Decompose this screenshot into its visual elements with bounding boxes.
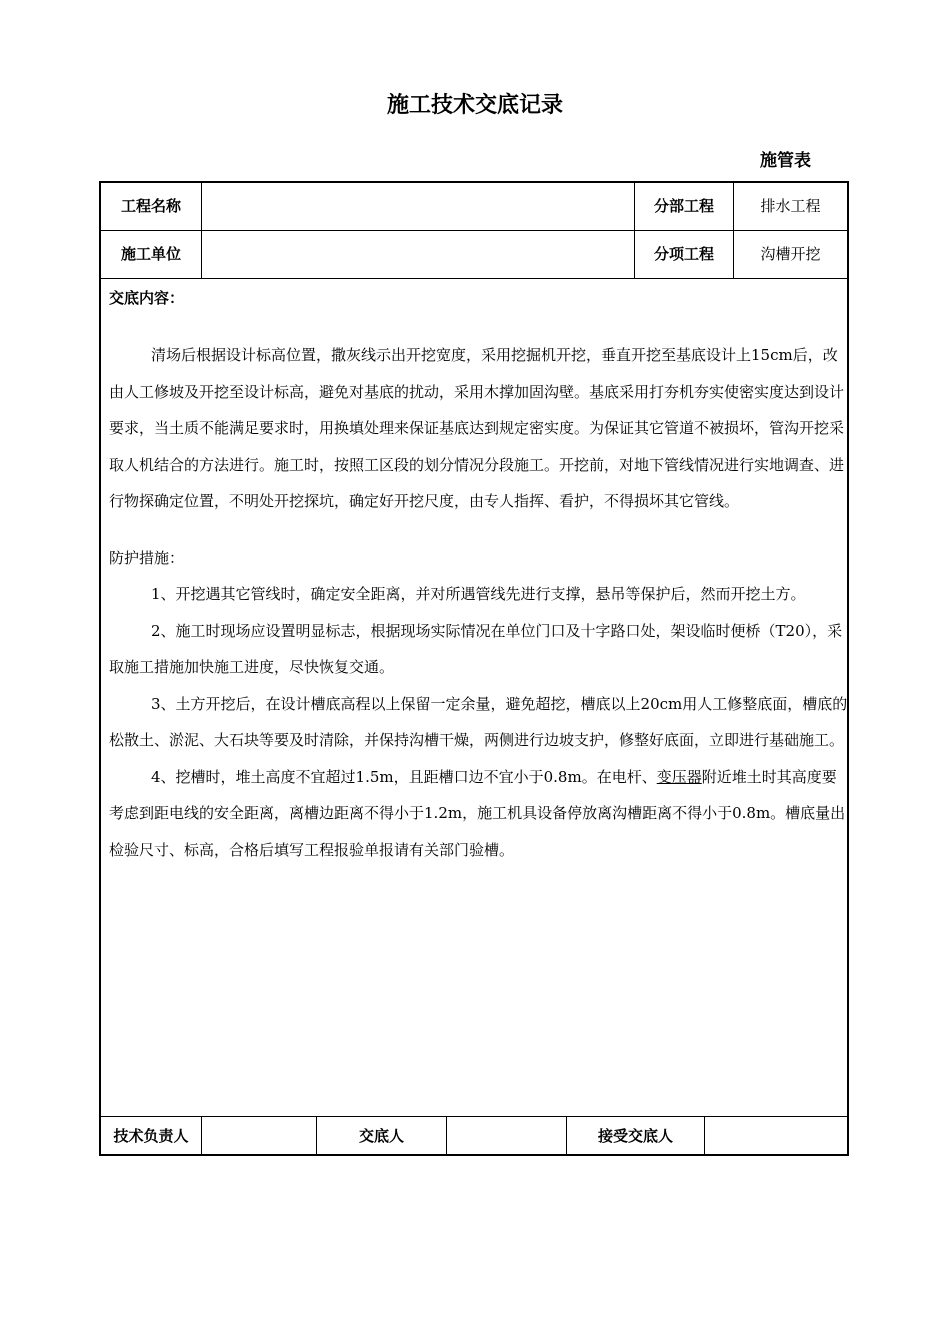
header-row-unit bbox=[101, 231, 847, 279]
transformer-link[interactable]: 变压器 bbox=[656, 767, 702, 786]
measure-3: 3、土方开挖后，在设计槽底高程以上保留一定余量，避免超挖，槽底以上20cm用人工修整底面，槽底的松散土、淤泥、大石块等要及时清除，并保持沟槽干燥，两侧进行边坡支护，修整好底面，立即进行基础施工。 bbox=[109, 694, 847, 749]
intro-paragraph: 清场后根据设计标高位置，撒灰线示出开挖宽度，采用挖掘机开挖，垂直开挖至基底设计上15cm后，改由人工修坡及开挖至设计标高，避免对基底的扰动，采用木撑加固沟壁。基底采用打夯机夯实使密实度达到设计要求，当土质不能满足要求时，用换填处理来保证基底达到规定密实度。为保证其它管道不被损坏，管沟开挖采取人机结合的方法进行。施工时，按照工区段的划分情况分段施工。开挖前，对地下管线情况进行实地调查、进行物探确定位置，不明处开挖探坑，确定好开挖尺度，由专人指挥、看护，不得损坏其它管线。 bbox=[109, 346, 845, 510]
tech-lead-field[interactable] bbox=[202, 1117, 316, 1156]
subitem-field[interactable]: 沟槽开挖 bbox=[760, 245, 821, 263]
header-row-project bbox=[101, 183, 847, 231]
project-name-field[interactable] bbox=[202, 183, 634, 230]
division-field[interactable]: 排水工程 bbox=[760, 197, 821, 215]
briefing-content bbox=[101, 279, 847, 1117]
briefer-label: 交底人 bbox=[358, 1127, 404, 1145]
content-heading: 交底内容： bbox=[109, 289, 185, 307]
briefer-field[interactable] bbox=[447, 1117, 566, 1156]
document-title: 施工技术交底记录 bbox=[386, 93, 563, 118]
receiver-label: 接受交底人 bbox=[597, 1127, 673, 1145]
measure-1: 1、开挖遇其它管线时，确定安全距离，并对所遇管线先进行支撑，悬吊等保护后，然而开挖土方。 bbox=[151, 585, 806, 603]
unit-label: 施工单位 bbox=[120, 245, 181, 263]
receiver-field[interactable] bbox=[705, 1117, 847, 1156]
project-name-label: 工程名称 bbox=[120, 197, 181, 215]
measure-4 bbox=[109, 759, 847, 869]
measure-2: 2、施工时现场应设置明显标志，根据现场实际情况在单位门口及十字路口处，架设临时便桥（T20），采取施工措施加快施工进度，尽快恢复交通。 bbox=[109, 621, 843, 676]
tech-lead-label: 技术负责人 bbox=[113, 1127, 189, 1145]
unit-field[interactable] bbox=[202, 231, 634, 278]
signature-row bbox=[101, 1117, 847, 1156]
content-body bbox=[109, 337, 847, 868]
form-code: 施管表 bbox=[760, 151, 811, 171]
division-label: 分部工程 bbox=[653, 197, 714, 215]
measure-4-part-b: 附近堆土时其高度要考虑到距电线的安全距离，离槽边距离不得小于1.2m，施工机具设备停放离沟槽距离不得小于0.8m。槽底量出检验尺寸、标高，合格后填写工程报验单报请有关部门验槽。 bbox=[109, 767, 846, 859]
briefing-form bbox=[99, 181, 849, 1156]
measure-4-part-a: 4、挖槽时，堆土高度不宜超过1.5m，且距槽口边不宜小于0.8m。在电杆、 bbox=[151, 767, 657, 786]
subitem-label: 分项工程 bbox=[653, 245, 714, 263]
measures-label: 防护措施： bbox=[109, 548, 185, 567]
